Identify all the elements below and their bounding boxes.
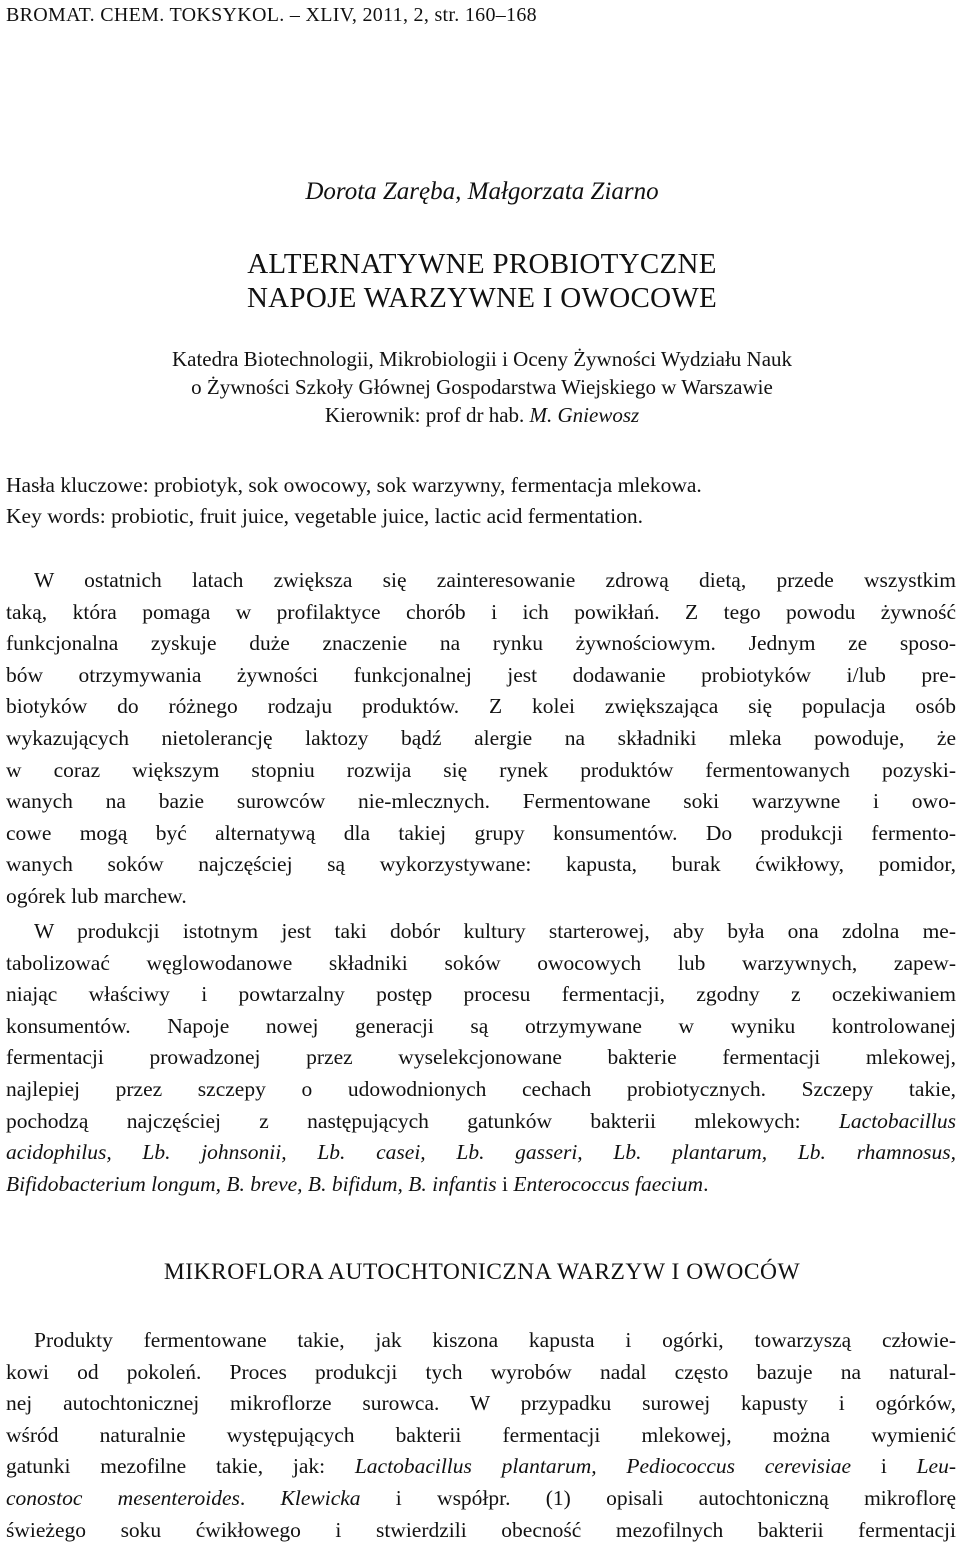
text-segment: i [496,1171,514,1196]
affiliation-line: o Żywności Szkoły Głównej Gospodarstwa Wiejskiego w Warszawie [191,375,773,399]
department-head-name: M. Gniewosz [529,403,640,427]
species-name: acidophilus, Lb. johnsonii, Lb. casei, Lb. gasseri, Lb. plantarum, Lb. rhamnosus, [6,1140,956,1165]
species-name: Bifidobacterium longum, B. breve, B. bifidum, B. infantis [6,1171,497,1196]
department-head [6,401,958,429]
article-title [6,247,958,315]
paragraph-intro [6,565,956,913]
text-line: bów otrzymywania żywności funkcjonalnej jest dodawanie probiotyków i/lub pre- [6,662,956,687]
text-line: biotyków do różnego rodzaju produktów. Z kolei zwiększająca się populacja osób [6,694,956,719]
text-line [6,1137,956,1169]
text-line: W produkcji istotnym jest taki dobór kultury starterowej, aby była ona zdolna me- [34,919,956,943]
text-line: wanych soków najczęściej są wykorzystywane: kapusta, burak ćwikłowy, pomidor, [6,852,956,877]
text-line: konsumentów. Napoje nowej generacji są otrzymywane w wyniku kontrolowanej [6,1013,956,1038]
text-line: niając właściwy i powtarzalny postęp procesu fermentacji, zgodny z oczekiwaniem [6,982,956,1007]
text-segment: pochodzą najczęściej z następujących gatunków bakterii mlekowych: [6,1108,839,1133]
species-name: Lactobacillus plantarum, Pediococcus cerevisiae [354,1454,852,1479]
paragraph-autochthonous-microflora [6,1325,956,1545]
running-head: BROMAT. CHEM. TOKSYKOL. – XLIV, 2011, 2, str. 160–168 [6,4,537,26]
text-line: cowe mogą być alternatywą dla takiej grupy konsumentów. Do produkcji fermento- [6,820,956,845]
text-line [6,1483,956,1515]
text-line [6,1451,956,1483]
species-name: Enterococcus faecium [513,1171,704,1196]
text-line: fermentacji prowadzonej przez wyselekcjonowane bakterie fermentacji mlekowej, [6,1045,956,1070]
affiliation-line: Katedra Biotechnologii, Mikrobiologii i Oceny Żywności Wydziału Nauk [171,347,793,371]
text-line [6,1169,956,1201]
department-head-prefix: Kierownik: prof dr hab. [324,403,530,427]
affiliation [6,345,958,429]
text-line: wśród naturalnie występujących bakterii fermentacji mlekowej, można wymienić [6,1422,956,1447]
text-line: W ostatnich latach zwiększa się zainteresowanie zdrową dietą, przede wszystkim [34,568,956,592]
title-line: NAPOJE WARZYWNE I OWOCOWE [246,282,718,314]
keywords-en: Key words: probiotic, fruit juice, vegetable juice, lactic acid fermentation. [6,504,643,528]
text-line: tabolizować węglowodanowe składniki soków owocowych lub warzywnych, zapew- [6,950,956,975]
section-heading: MIKROFLORA AUTOCHTONICZNA WARZYW I OWOCÓW [163,1259,801,1285]
species-name: Lactobacillus [838,1108,956,1133]
text-segment: i współpr. (1) opisali autochtoniczną mikroflorę [360,1485,957,1510]
title-line: ALTERNATYWNE PROBIOTYCZNE [247,248,717,280]
text-line [6,1106,956,1138]
text-line: ogórek lub marchew. [6,883,187,908]
text-segment: gatunki mezofilne takie, jak: [6,1454,355,1479]
paragraph-starter-cultures [6,916,956,1200]
text-line: świeżego soku ćwikłowego i stwierdzili obecność mezofilnych bakterii fermentacji [6,1517,956,1542]
text-line: wykazujących nietolerancję laktozy bądź alergie na składniki mleka powoduje, że [6,725,956,750]
text-line: najlepiej przez szczepy o udowodnionych cechach probiotycznych. Szczepy takie, [6,1076,956,1101]
keywords-pl: Hasła kluczowe: probiotyk, sok owocowy, sok warzywny, fermentacja mlekowa. [6,473,702,497]
text-line: nej autochtonicznej mikroflorze surowca. W przypadku surowej kapusty i ogórków, [6,1391,956,1416]
keywords [6,470,702,532]
species-name: conostoc mesenteroides [6,1485,240,1510]
text-line: taką, która pomaga w profilaktyce chorób i ich powikłań. Z tego powodu żywność [6,599,956,624]
text-segment: . [239,1485,281,1510]
article-page [6,0,958,1545]
text-line: w coraz większym stopniu rozwija się rynek produktów fermentowanych pozyski- [6,757,956,782]
text-segment: i [851,1454,917,1479]
species-name: Leu- [916,1454,956,1479]
cited-author: Klewicka [280,1485,361,1510]
text-line: kowi od pokoleń. Proces produkcji tych wyrobów nadal często bazuje na natural- [6,1359,956,1384]
text-segment: . [703,1171,709,1196]
authors: Dorota Zaręba, Małgorzata Ziarno [305,178,659,205]
text-line: funkcjonalna zyskuje duże znaczenie na rynku żywnościowym. Jednym ze sposo- [6,631,956,656]
text-line: wanych na bazie surowców nie-mlecznych. Fermentowane soki warzywne i owo- [6,789,956,814]
text-line: Produkty fermentowane takie, jak kiszona kapusta i ogórki, towarzyszą człowie- [34,1328,956,1352]
